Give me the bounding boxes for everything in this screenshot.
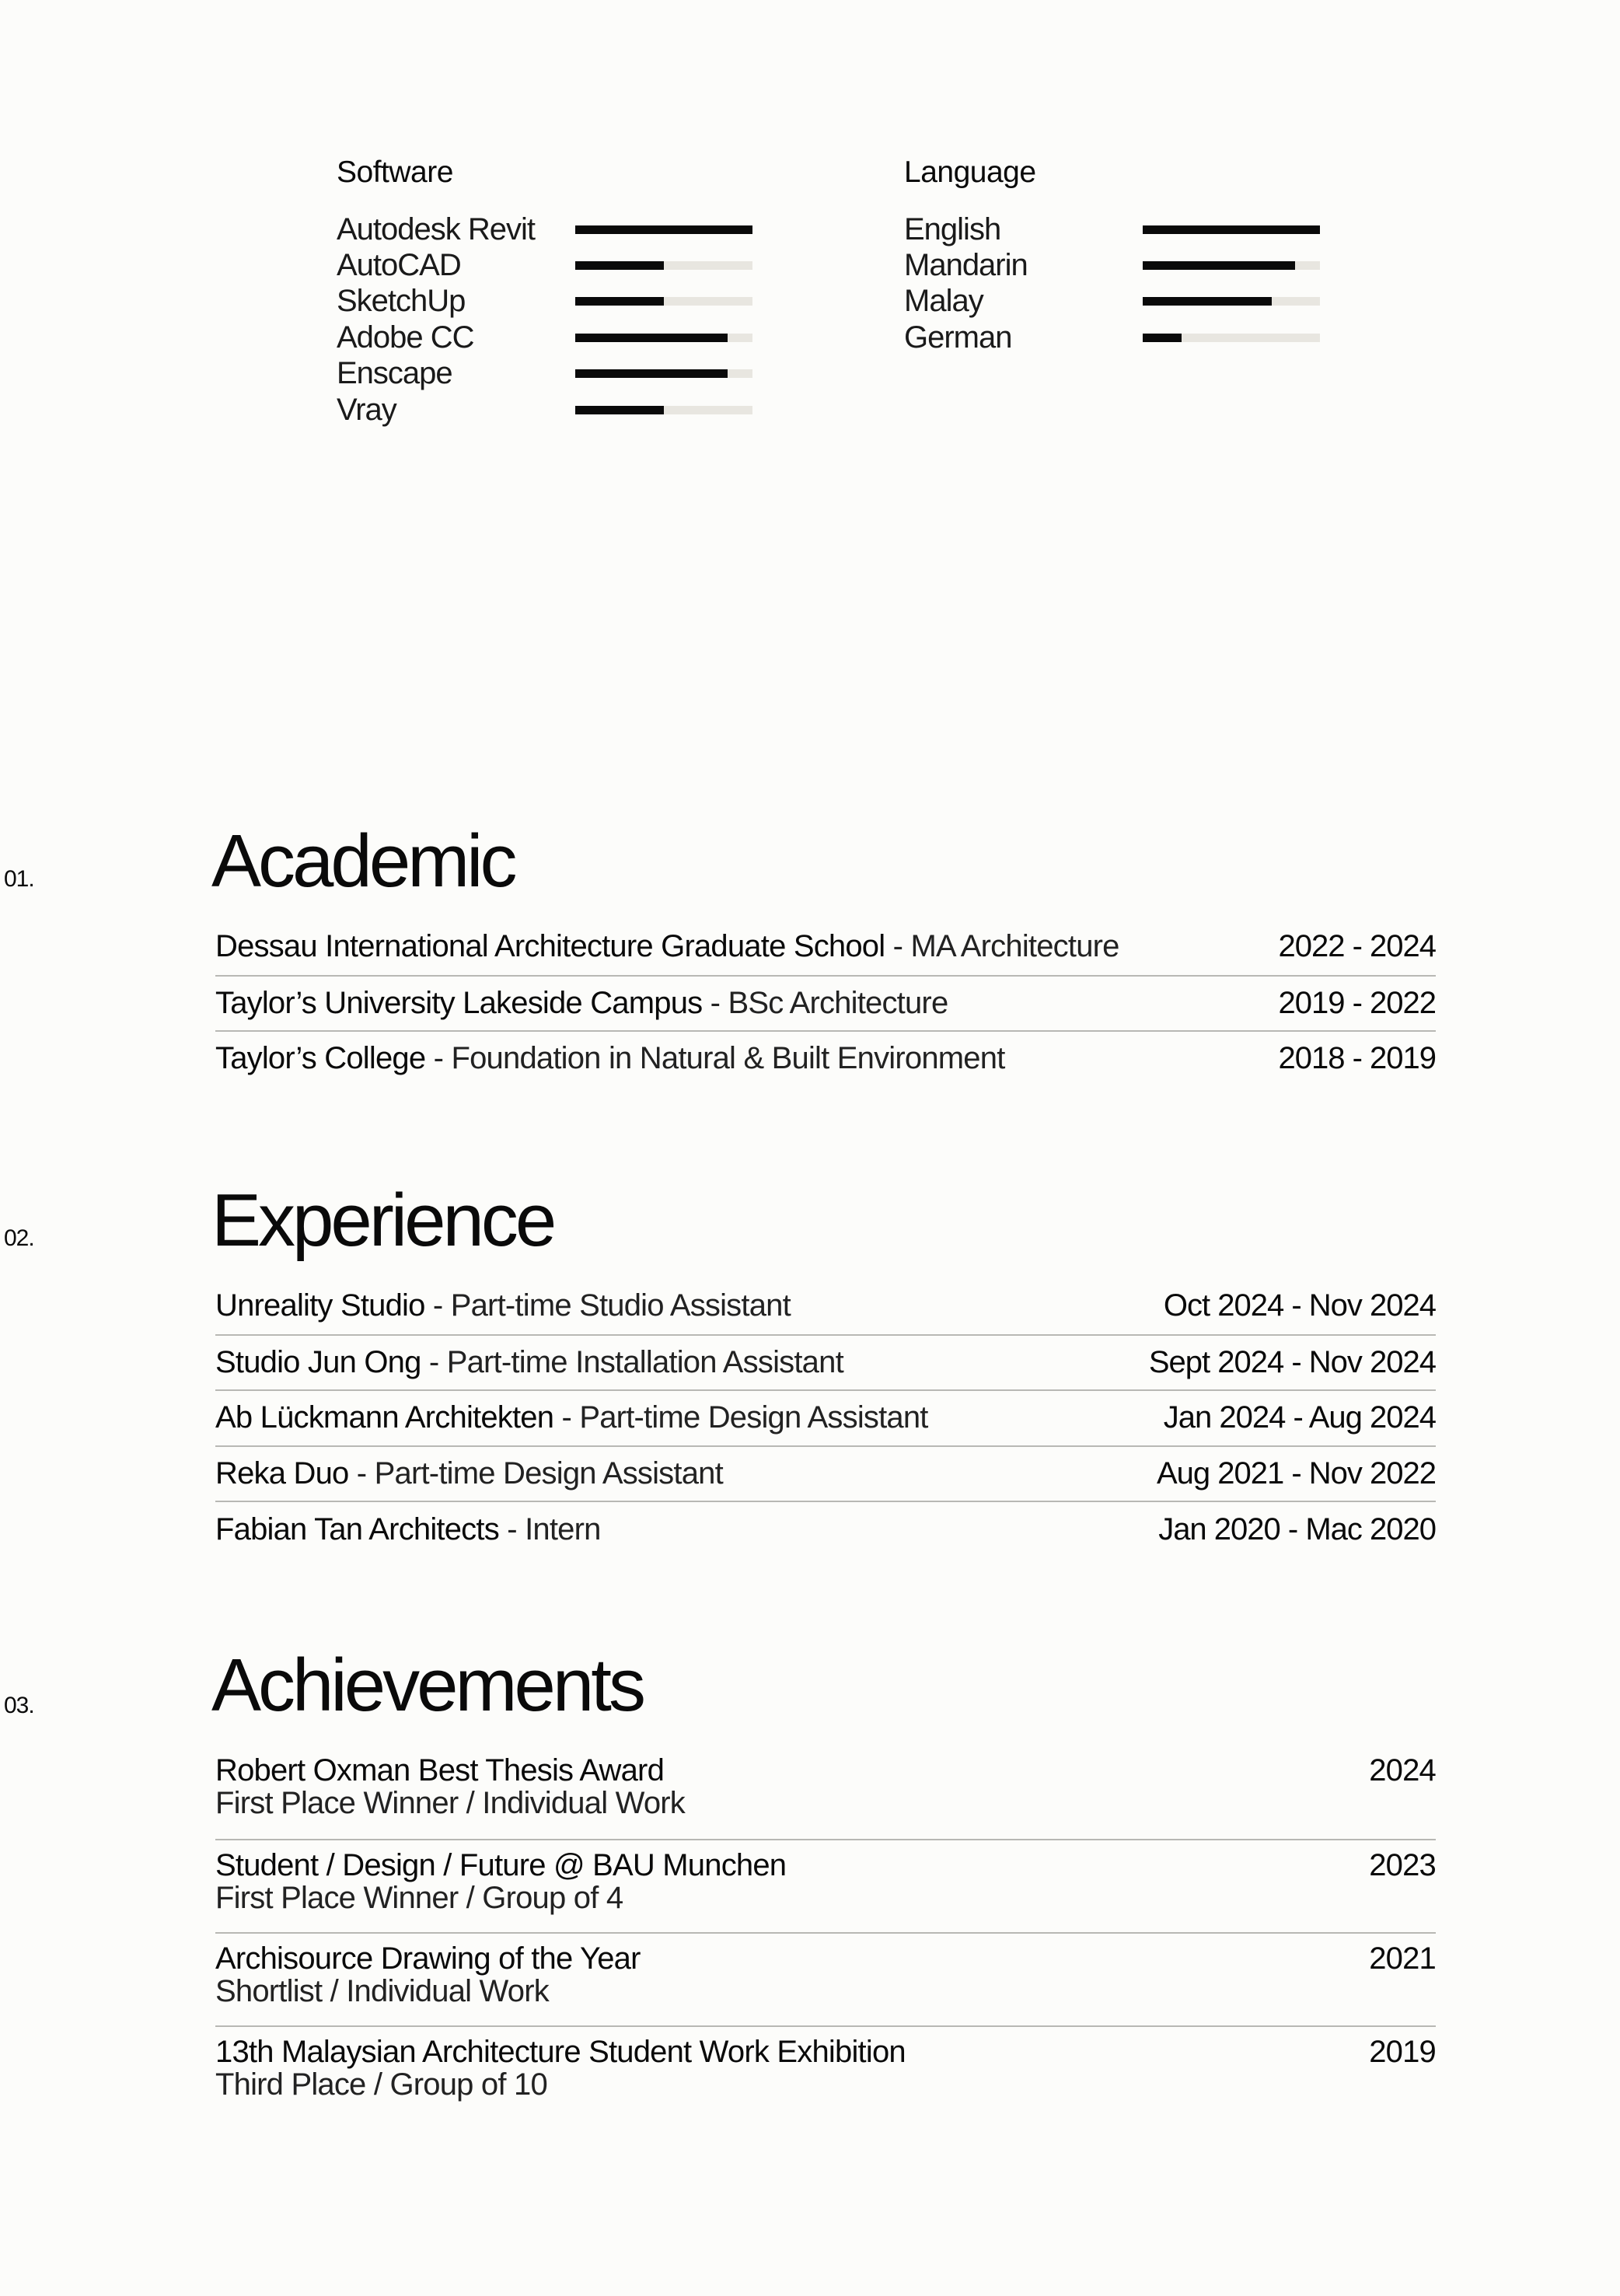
item-name: Ab Lückmann Architekten	[215, 1400, 554, 1435]
achievement-item	[215, 1932, 1436, 2025]
item-date: Oct 2024 - Nov 2024	[1163, 1288, 1436, 1323]
skill-row	[337, 247, 904, 283]
item-detail: BSc Architecture	[728, 985, 948, 1020]
skill-level-bar	[575, 225, 752, 234]
item-description	[215, 1288, 791, 1323]
skill-name: SketchUp	[337, 284, 466, 319]
item-separator: -	[348, 1456, 375, 1491]
item-date: Jan 2020 - Mac 2020	[1158, 1511, 1436, 1546]
skill-level-bar	[575, 334, 752, 342]
skill-level-bar	[575, 261, 752, 270]
language-list	[904, 211, 1472, 356]
academic-rows	[215, 919, 1436, 1086]
achievement-item	[215, 1839, 1436, 1932]
achievement-text	[215, 1753, 685, 1819]
item-separator: -	[702, 985, 728, 1020]
skill-level-fill	[1143, 334, 1182, 342]
skill-name: AutoCAD	[337, 248, 461, 283]
item-detail: Part-time Design Assistant	[579, 1400, 928, 1435]
item-description	[215, 1456, 723, 1491]
item-detail: Part-time Design Assistant	[374, 1456, 723, 1491]
section-number: 01.	[4, 866, 34, 892]
skill-row	[337, 320, 904, 355]
item-date: 2022 - 2024	[1278, 929, 1436, 964]
skill-level-fill	[575, 369, 728, 378]
skill-level-bar	[575, 406, 752, 414]
item-separator: -	[885, 929, 911, 964]
skill-name: Enscape	[337, 356, 452, 391]
skill-row	[904, 247, 1472, 283]
achievement-text	[215, 2035, 906, 2100]
achievement-title: Robert Oxman Best Thesis Award	[215, 1753, 665, 1788]
skill-level-bar	[575, 297, 752, 306]
item-description	[215, 1512, 601, 1547]
item-detail: Part-time Studio Assistant	[450, 1288, 791, 1323]
skill-row	[904, 211, 1472, 247]
skill-name: English	[904, 211, 1001, 246]
achievement-year: 2021	[1369, 1941, 1436, 1976]
item-detail: Part-time Installation Assistant	[446, 1344, 843, 1379]
item-date: 2019 - 2022	[1278, 985, 1436, 1020]
section-title: Experience	[211, 1179, 554, 1262]
item-separator: -	[421, 1344, 447, 1379]
skill-level-fill	[575, 406, 664, 414]
item-description	[215, 1400, 928, 1435]
skills-section	[337, 152, 1472, 428]
skill-level-fill	[1143, 261, 1295, 270]
skill-level-fill	[575, 225, 752, 234]
achievement-subtitle: Third Place / Group of 10	[215, 2067, 547, 2102]
achievement-year: 2024	[1369, 1753, 1436, 1788]
item-detail: MA Architecture	[910, 929, 1119, 964]
software-title: Software	[337, 156, 453, 189]
list-item	[215, 1030, 1436, 1086]
item-description	[215, 986, 948, 1021]
item-detail: Foundation in Natural & Built Environment	[451, 1041, 1005, 1076]
section-title: Achievements	[211, 1644, 643, 1727]
item-date: 2018 - 2019	[1278, 1041, 1436, 1076]
achievement-text	[215, 1941, 641, 2007]
item-description	[215, 1345, 843, 1380]
achievement-subtitle: Shortlist / Individual Work	[215, 1974, 549, 2008]
skill-level-bar	[1143, 297, 1320, 306]
skill-level-fill	[575, 297, 664, 306]
achievement-title: Student / Design / Future @ BAU Munchen	[215, 1848, 787, 1882]
experience-rows	[215, 1278, 1436, 1557]
skill-row	[904, 320, 1472, 355]
item-name: Reka Duo	[215, 1456, 349, 1491]
item-separator: -	[553, 1400, 580, 1435]
skill-row	[904, 284, 1472, 320]
skill-level-bar	[1143, 225, 1320, 234]
achievement-year: 2019	[1369, 2035, 1436, 2069]
item-name: Unreality Studio	[215, 1288, 425, 1323]
skill-level-fill	[1143, 297, 1272, 306]
software-list	[337, 211, 904, 428]
software-skills	[337, 152, 904, 428]
item-name: Studio Jun Ong	[215, 1344, 421, 1379]
achievement-item	[215, 1746, 1436, 1839]
list-item	[215, 1445, 1436, 1501]
section-number: 03.	[4, 1693, 34, 1718]
item-description	[215, 1041, 1005, 1076]
skill-name: German	[904, 320, 1012, 355]
skill-name: Adobe CC	[337, 320, 474, 355]
achievement-title: Archisource Drawing of the Year	[215, 1941, 641, 1976]
skill-row	[337, 356, 904, 392]
list-item	[215, 975, 1436, 1031]
skill-level-fill	[575, 261, 664, 270]
language-title: Language	[904, 156, 1036, 189]
list-item	[215, 1278, 1436, 1334]
item-date: Aug 2021 - Nov 2022	[1156, 1456, 1436, 1491]
skill-row	[337, 392, 904, 428]
skill-level-fill	[575, 334, 728, 342]
section-title: Academic	[211, 820, 515, 903]
item-separator: -	[498, 1511, 525, 1546]
item-date: Jan 2024 - Aug 2024	[1163, 1400, 1436, 1435]
achievement-subtitle: First Place Winner / Individual Work	[215, 1786, 685, 1820]
list-item	[215, 1389, 1436, 1445]
item-name: Fabian Tan Architects	[215, 1511, 499, 1546]
item-name: Dessau International Architecture Graduate School	[215, 929, 885, 964]
skill-row	[337, 284, 904, 320]
achievement-title: 13th Malaysian Architecture Student Work Exhibition	[215, 2035, 906, 2069]
skill-name: Malay	[904, 284, 983, 319]
skill-name: Vray	[337, 392, 396, 427]
skill-level-fill	[1143, 225, 1320, 234]
item-description	[215, 929, 1119, 964]
item-separator: -	[425, 1041, 452, 1076]
skill-row	[337, 211, 904, 247]
item-detail: Intern	[525, 1511, 601, 1546]
skill-level-bar	[575, 369, 752, 378]
skill-level-bar	[1143, 334, 1320, 342]
list-item	[215, 1334, 1436, 1390]
skill-name: Autodesk Revit	[337, 211, 536, 246]
achievement-subtitle: First Place Winner / Group of 4	[215, 1881, 623, 1915]
item-separator: -	[424, 1288, 451, 1323]
section-number: 02.	[4, 1225, 34, 1251]
language-skills	[904, 152, 1472, 428]
achievement-text	[215, 1848, 786, 1913]
item-name: Taylor’s College	[215, 1041, 426, 1076]
skill-name: Mandarin	[904, 248, 1028, 283]
item-date: Sept 2024 - Nov 2024	[1148, 1344, 1436, 1379]
achievement-year: 2023	[1369, 1848, 1436, 1882]
achievement-item	[215, 2025, 1436, 2119]
list-item	[215, 1501, 1436, 1557]
list-item	[215, 919, 1436, 975]
achievement-rows	[215, 1746, 1436, 2119]
item-name: Taylor’s University Lakeside Campus	[215, 985, 703, 1020]
skill-level-bar	[1143, 261, 1320, 270]
